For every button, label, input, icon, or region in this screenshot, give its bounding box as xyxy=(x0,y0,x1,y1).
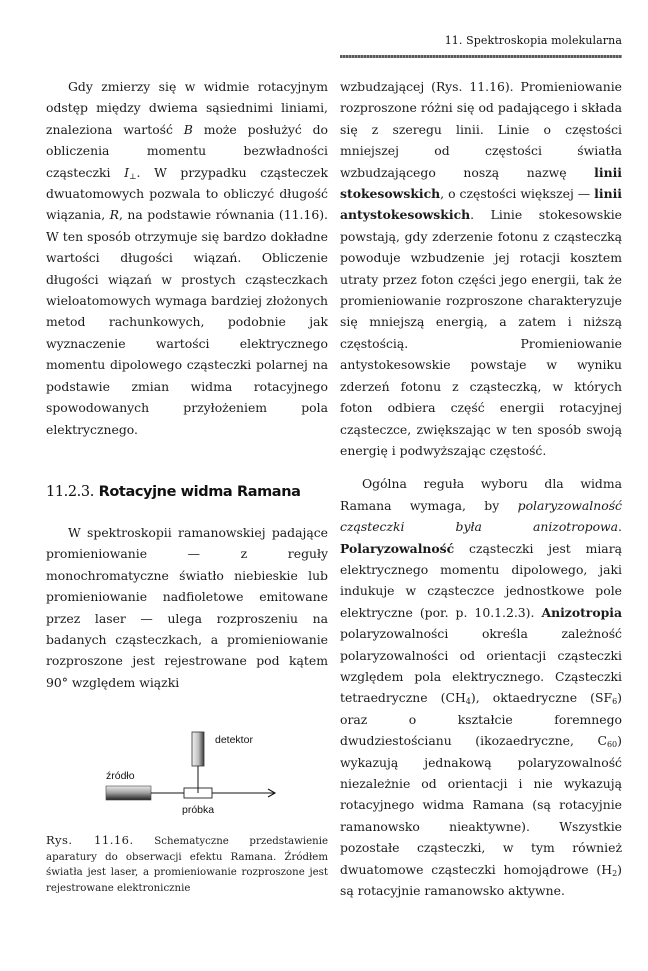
caption-text: Schematyczne przedstawienie aparatury do obserwacji efektu Ramana. Źródłem światła jest laser, a promieniowanie rozproszone jest rejestrowane elektronicznie xyxy=(46,836,328,894)
header-rule xyxy=(340,55,622,58)
section-number: 11.2.3. xyxy=(46,484,94,500)
text-run: . W przypadku cząsteczek dwuatomowych pozwala to obliczyć długość wiązania, xyxy=(46,164,329,223)
paragraph-rotational-spectrum xyxy=(46,76,328,440)
text-run: ) są rotacyjnie ramanowsko aktywne. xyxy=(340,861,622,899)
text-run: może posłużyć do obliczenia momentu bezwładności cząsteczki xyxy=(46,121,328,180)
text-run: . xyxy=(618,519,622,535)
term-anisotropy: Anizotropia xyxy=(541,604,622,620)
text-run: ) wykazują jednakową polaryzowalność niezależnie od orientacji i nie wykazują rotacyjnego widma Ramana (są rotacyjnie ramanowsko nieaktywne). Wszystkie pozostałe cząsteczki, w tym również dwuatomowe cząsteczki homojądrowe (H xyxy=(340,733,622,877)
section-heading xyxy=(46,484,336,500)
term-antistokes-lines: linii antystokesowskich xyxy=(340,186,622,223)
symbol-perp-subscript: ⊥ xyxy=(129,171,137,181)
section-title: Rotacyjne widma Ramana xyxy=(98,484,301,500)
text-run: wzbudzającej (Rys. 11.16). Promieniowanie rozproszone różni się od padającego i składa się z szeregu linii. Linie o częstości mniejszej od częstości światła wzbudzającego noszą nazwę xyxy=(340,79,622,180)
symbol-I: I xyxy=(124,164,129,180)
emphasis-anisotropic: polaryzowalność cząsteczki była anizotropowa xyxy=(340,497,622,535)
paragraph-raman-intro: W spektroskopii ramanowskiej padające promieniowanie — z reguły monochromatyczne światło niebieskie lub promieniowanie nadfioletowe emitowane przez laser — ulega rozproszeniu na badanych cząsteczkach, a promieniowanie rozproszone jest rejestrowane pod kątem 90° względem wiązki xyxy=(46,525,328,690)
subscript: 4 xyxy=(465,697,471,707)
raman-apparatus-figure xyxy=(92,722,292,822)
text-run: , na podstawie równania (11.16). W ten sposób otrzymuje się bardzo dokładne wartości długości wiązań. Obliczenie długości wiązań w prostych cząsteczkach wieloatomowych wymaga bardziej złożonych metod rachunkowych, podobnie jak wyznaczenie wartości elektrycznego momentu dipolowego cząsteczki polarnej na podstawie zmian widma rotacyjnego spowodowanych przyłożeniem pola elektrycznego. xyxy=(46,207,328,437)
paragraph-selection-rule xyxy=(340,473,622,901)
left-column xyxy=(46,76,328,440)
source-label: źródło xyxy=(106,770,135,782)
caption-label: Rys. 11.16. xyxy=(46,833,134,847)
text-run: ), oktaedryczne (SF xyxy=(470,690,613,706)
text-run: cząsteczki jest miarą elektrycznego momentu dipolowego, jaki indukuje w cząsteczce jednostkowe pole elektryczne (por. p. 10.1.2.3). xyxy=(340,540,622,620)
text-run: polaryzowalności określa zależność polaryzowalności od orientacji cząsteczki względem pola elektrycznego. Cząsteczki tetraedryczne (CH xyxy=(340,626,622,706)
raman-intro xyxy=(46,522,328,693)
text-run: . Linie stokesowskie powstają, gdy zderzenie fotonu z cząsteczką powoduje wzbudzenie jej rotacji kosztem utraty przez foton części jego energii, tak że promieniowanie rozproszone charakteryzuje się mniejszą energią, a zatem i niższą częstością. Promieniowanie antystokesowskie powstaje w wyniku zderzeń fotonu z cząsteczką, w których foton odbiera część energii rotacyjnej cząsteczce, zwiększając w ten sposób swoją energię i podwyższając częstość. xyxy=(340,207,622,458)
term-polarizability: Polaryzowalność xyxy=(340,540,455,556)
text-run: , o częstości większej — xyxy=(440,186,595,202)
figure-caption xyxy=(46,833,328,896)
symbol-B: B xyxy=(183,121,193,137)
detector-label: detektor xyxy=(215,734,253,746)
right-column xyxy=(340,76,622,901)
subscript: 60 xyxy=(606,740,618,750)
subscript: 2 xyxy=(612,868,618,878)
term-stokes-lines: linii stokesowskich xyxy=(340,164,622,202)
sample-label: próbka xyxy=(182,804,215,816)
text-run: ) oraz o kształcie foremnego dwudziestościanu (ikozaedryczne, C xyxy=(340,690,622,749)
text-run: Gdy zmierzy się w widmie rotacyjnym odstęp między dwiema sąsiednimi liniami, znaleziona wartość xyxy=(46,79,328,137)
running-head-title: 11. Spektroskopia molekularna xyxy=(444,34,622,47)
text-run: Ogólna reguła wyboru dla widma Ramana wymaga, by xyxy=(340,476,622,513)
subscript: 6 xyxy=(612,697,618,707)
symbol-R: R xyxy=(109,207,119,223)
paragraph-stokes xyxy=(340,76,622,461)
